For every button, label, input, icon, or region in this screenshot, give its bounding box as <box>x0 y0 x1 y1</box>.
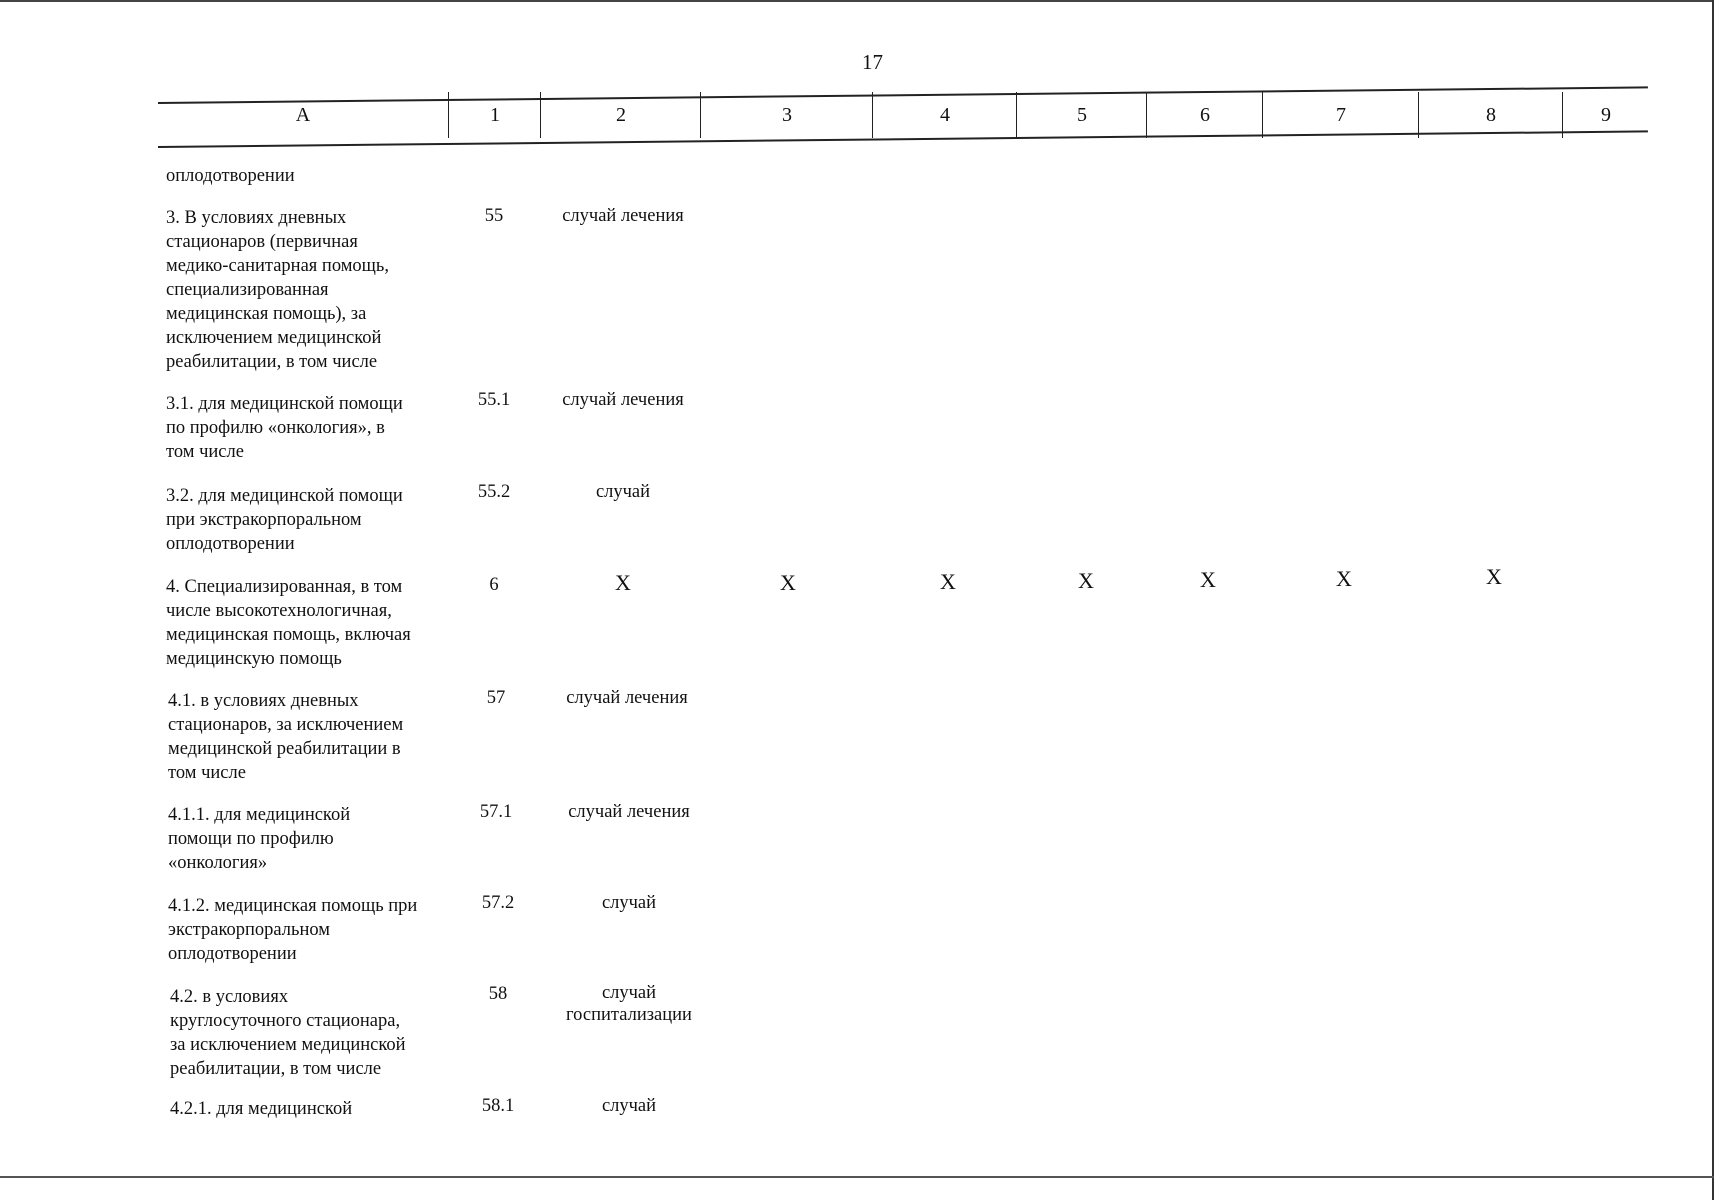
header-col-9: 9 <box>1562 92 1649 138</box>
header-col-7: 7 <box>1262 92 1419 138</box>
header-col-8: 8 <box>1418 92 1563 138</box>
row-unit: случай <box>595 482 651 502</box>
row-label: 3. В условиях дневных стационаров (первичная медико-санитарная помощь, специализированная медицинская помощь), за исключением медицинской реабилитации, в том числе <box>166 208 389 372</box>
row-code: 55.1 <box>477 390 511 410</box>
row-label: оплодотворении <box>166 166 295 186</box>
row-label: 3.2. для медицинской помощи при экстракорпоральном оплодотворении <box>166 486 403 554</box>
header-col-2: 2 <box>540 92 701 138</box>
row-unit: случай <box>601 1096 657 1116</box>
page-edge-bottom <box>0 1176 1714 1178</box>
row-unit: случай <box>601 893 657 913</box>
row-label: 4. Специализированная, в том числе высокотехнологичная, медицинская помощь, включая медицинскую помощь <box>166 577 411 669</box>
row-unit: случай лечения <box>568 802 690 822</box>
row-label: 4.1.2. медицинская помощь при экстракорпоральном оплодотворении <box>168 896 418 964</box>
row-code: 58 <box>488 984 508 1004</box>
row-code: 57.1 <box>479 802 513 822</box>
header-col-1: 1 <box>448 92 541 138</box>
row-code: 58.1 <box>481 1096 515 1116</box>
row-label: 4.2.1. для медицинской <box>170 1099 353 1119</box>
header-col-6: 6 <box>1146 92 1263 138</box>
header-col-a: А <box>295 103 311 126</box>
row-label: 4.2. в условиях круглосуточного стационара, за исключением медицинской реабилитации, в том числе <box>170 987 406 1079</box>
row-code: 6 <box>489 575 499 595</box>
header-col-5: 5 <box>1016 92 1147 138</box>
row-x-col-8: X <box>1486 564 1502 589</box>
row-x-col-3: X <box>780 570 796 595</box>
row-x-col-6: X <box>1200 567 1216 592</box>
row-unit: случай лечения <box>562 206 684 226</box>
page-edge-top <box>0 0 1714 2</box>
row-code: 57.2 <box>481 893 515 913</box>
row-x-col-7: X <box>1336 566 1352 591</box>
row-x-col-4: X <box>940 569 956 594</box>
row-label: 3.1. для медицинской помощи по профилю «онкология», в том числе <box>166 394 403 462</box>
page-number: 17 <box>862 50 883 74</box>
row-x-col-5: X <box>1078 568 1094 593</box>
header-col-4: 4 <box>872 92 1017 138</box>
row-code: 55.2 <box>477 482 511 502</box>
row-unit: случай госпитализации <box>566 983 692 1025</box>
row-code: 57 <box>486 688 506 708</box>
row-code: 55 <box>484 206 504 226</box>
row-label: 4.1. в условиях дневных стационаров, за исключением медицинской реабилитации в том числе <box>168 691 404 783</box>
row-unit: случай лечения <box>562 390 684 410</box>
table-header <box>158 92 1648 144</box>
row-label: 4.1.1. для медицинской помощи по профилю «онкология» <box>168 805 351 873</box>
header-col-3: 3 <box>700 92 873 138</box>
row-x-col-2: X <box>615 570 631 595</box>
row-unit: случай лечения <box>566 688 688 708</box>
